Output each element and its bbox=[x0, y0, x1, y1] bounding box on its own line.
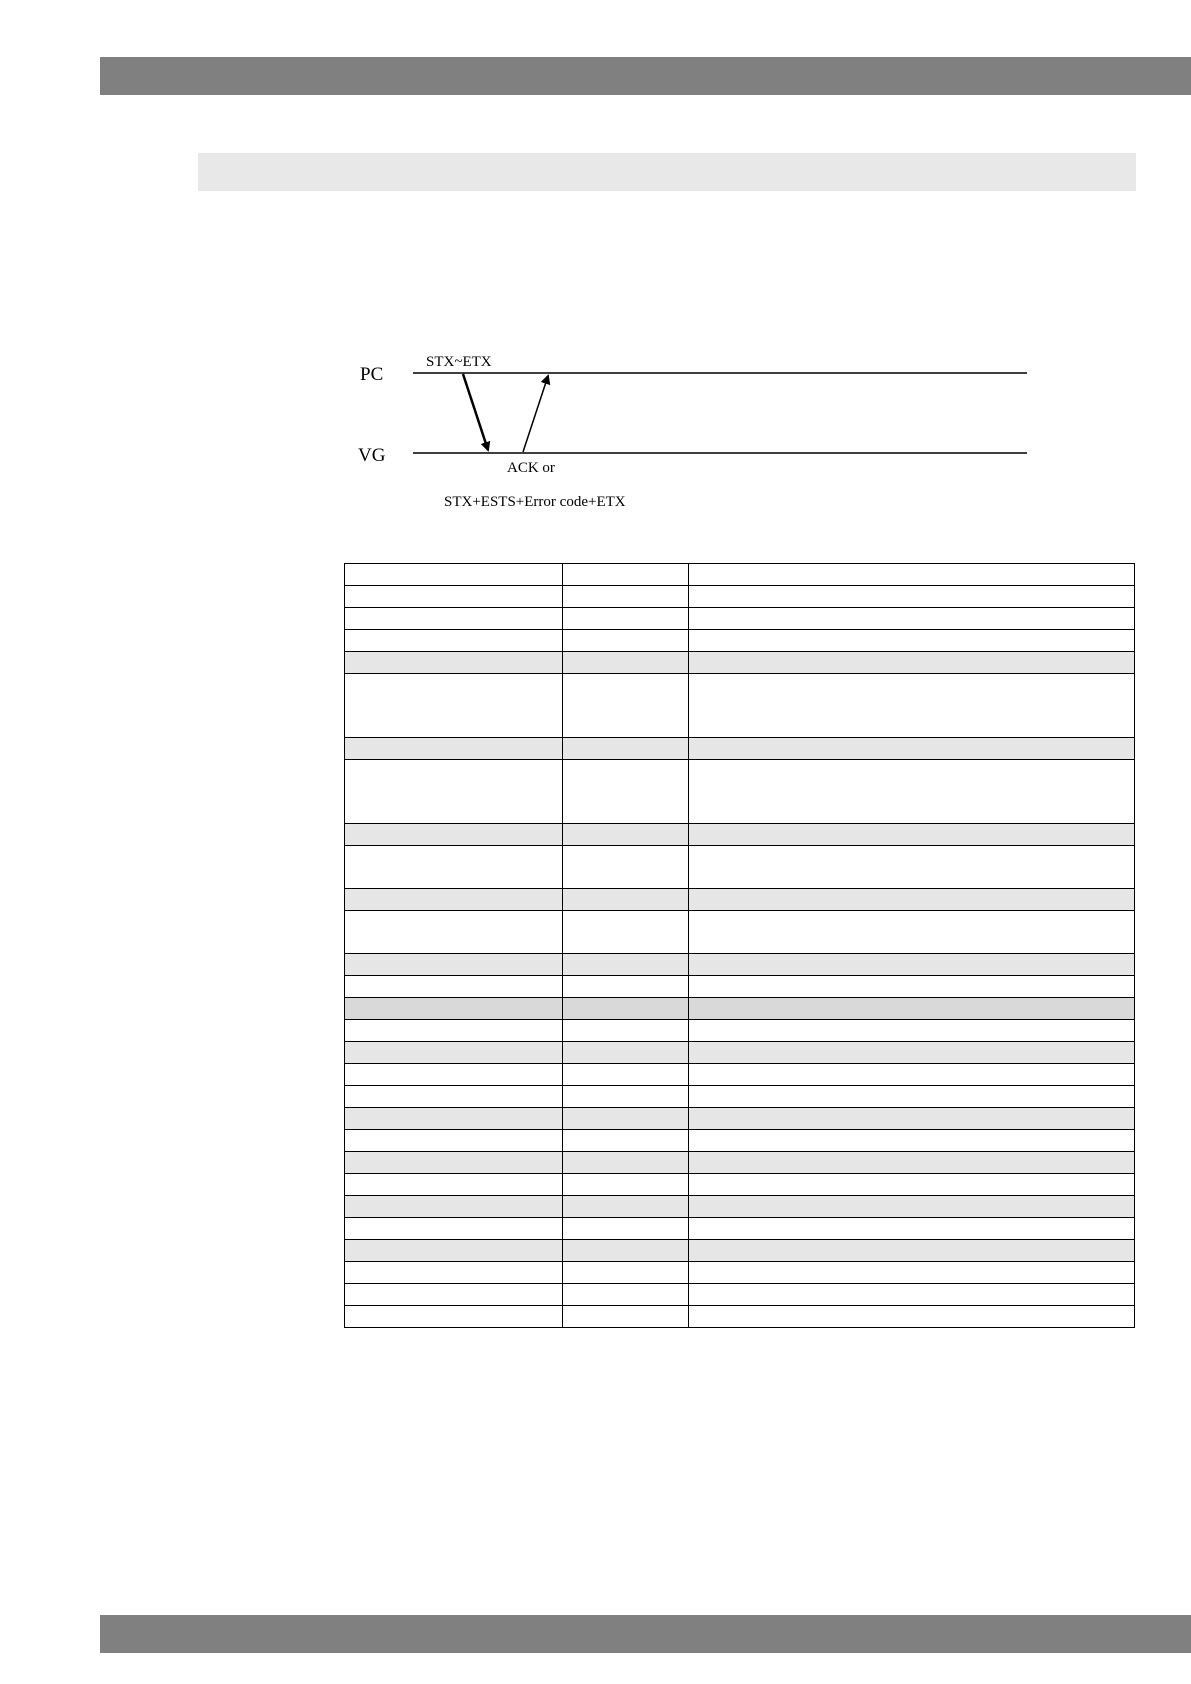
error-reply-label: STX+ESTS+Error code+ETX bbox=[444, 494, 626, 510]
table-cell bbox=[345, 824, 563, 846]
table-cell bbox=[345, 1284, 563, 1306]
table-row bbox=[345, 1262, 1135, 1284]
table-row bbox=[345, 630, 1135, 652]
table-cell bbox=[689, 1064, 1135, 1086]
table-cell bbox=[689, 1174, 1135, 1196]
table-cell bbox=[563, 1240, 689, 1262]
table-cell bbox=[563, 889, 689, 911]
reply-arrow bbox=[523, 376, 548, 452]
table-cell bbox=[345, 1152, 563, 1174]
table-cell bbox=[345, 976, 563, 998]
table-cell bbox=[689, 608, 1135, 630]
vg-label: VG bbox=[358, 445, 386, 466]
table-row bbox=[345, 846, 1135, 889]
reply-label: ACK or bbox=[507, 460, 555, 476]
table-cell bbox=[563, 630, 689, 652]
table-cell bbox=[689, 1284, 1135, 1306]
table-cell bbox=[345, 630, 563, 652]
table-row bbox=[345, 1196, 1135, 1218]
table-row bbox=[345, 889, 1135, 911]
table-row bbox=[345, 1130, 1135, 1152]
table-cell bbox=[689, 976, 1135, 998]
table-cell bbox=[563, 911, 689, 954]
table-cell bbox=[345, 738, 563, 760]
table-cell bbox=[345, 954, 563, 976]
table-row bbox=[345, 1306, 1135, 1328]
table-cell bbox=[345, 1130, 563, 1152]
table-row bbox=[345, 738, 1135, 760]
table-cell bbox=[563, 1284, 689, 1306]
table-cell bbox=[345, 846, 563, 889]
table-row bbox=[345, 586, 1135, 608]
table-cell bbox=[345, 1020, 563, 1042]
table-cell bbox=[563, 1020, 689, 1042]
table-cell bbox=[689, 846, 1135, 889]
table-cell bbox=[345, 1306, 563, 1328]
table-row bbox=[345, 1218, 1135, 1240]
table-cell bbox=[345, 1262, 563, 1284]
table-cell bbox=[563, 1130, 689, 1152]
table-cell bbox=[689, 1042, 1135, 1064]
send-arrow bbox=[463, 374, 488, 450]
send-label: STX~ETX bbox=[426, 354, 492, 370]
table-cell bbox=[345, 889, 563, 911]
table-cell bbox=[563, 1196, 689, 1218]
table-cell bbox=[563, 1174, 689, 1196]
table-cell bbox=[689, 954, 1135, 976]
table-row bbox=[345, 1174, 1135, 1196]
table-cell bbox=[563, 1086, 689, 1108]
table-cell bbox=[345, 998, 563, 1020]
table-row bbox=[345, 954, 1135, 976]
section-heading-band bbox=[198, 153, 1136, 191]
table-cell bbox=[563, 674, 689, 738]
table-cell bbox=[345, 1240, 563, 1262]
table-cell bbox=[345, 652, 563, 674]
command-table-wrapper bbox=[344, 563, 1134, 1328]
table-cell bbox=[689, 586, 1135, 608]
table-cell bbox=[345, 1218, 563, 1240]
table-cell bbox=[345, 911, 563, 954]
table-cell bbox=[563, 1306, 689, 1328]
table-cell bbox=[689, 1152, 1135, 1174]
table-cell bbox=[689, 738, 1135, 760]
table-cell bbox=[563, 846, 689, 889]
table-row bbox=[345, 1240, 1135, 1262]
table-cell bbox=[689, 911, 1135, 954]
table-cell bbox=[689, 824, 1135, 846]
table-cell bbox=[689, 1108, 1135, 1130]
table-cell bbox=[689, 760, 1135, 824]
table-cell bbox=[345, 586, 563, 608]
table-cell bbox=[563, 998, 689, 1020]
table-cell bbox=[345, 1086, 563, 1108]
table-cell bbox=[563, 954, 689, 976]
table-row bbox=[345, 652, 1135, 674]
table-cell bbox=[563, 1108, 689, 1130]
table-row bbox=[345, 1042, 1135, 1064]
table-row bbox=[345, 824, 1135, 846]
table-cell bbox=[345, 760, 563, 824]
table-cell bbox=[563, 760, 689, 824]
table-cell bbox=[345, 1064, 563, 1086]
table-row bbox=[345, 1064, 1135, 1086]
table-cell bbox=[689, 1306, 1135, 1328]
table-cell bbox=[689, 674, 1135, 738]
table-cell bbox=[689, 889, 1135, 911]
table-cell bbox=[689, 1020, 1135, 1042]
table-row bbox=[345, 998, 1135, 1020]
table-cell bbox=[345, 1042, 563, 1064]
table-cell bbox=[345, 1196, 563, 1218]
table-cell bbox=[689, 1196, 1135, 1218]
table-cell bbox=[563, 1262, 689, 1284]
table-cell bbox=[689, 630, 1135, 652]
table-cell bbox=[689, 1218, 1135, 1240]
table-cell bbox=[345, 674, 563, 738]
table-cell bbox=[563, 1042, 689, 1064]
table-cell bbox=[563, 564, 689, 586]
table-row bbox=[345, 1284, 1135, 1306]
table-cell bbox=[563, 652, 689, 674]
table-cell bbox=[563, 586, 689, 608]
table-cell bbox=[563, 1152, 689, 1174]
command-table bbox=[344, 563, 1135, 1328]
table-row bbox=[345, 1086, 1135, 1108]
table-cell bbox=[563, 1218, 689, 1240]
table-row bbox=[345, 1020, 1135, 1042]
table-cell bbox=[689, 998, 1135, 1020]
table-row bbox=[345, 608, 1135, 630]
table-cell bbox=[345, 1174, 563, 1196]
table-cell bbox=[689, 1086, 1135, 1108]
table-cell bbox=[689, 1262, 1135, 1284]
header-bar bbox=[100, 57, 1191, 95]
table-cell bbox=[345, 1108, 563, 1130]
table-row bbox=[345, 1108, 1135, 1130]
table-cell bbox=[563, 738, 689, 760]
table-row bbox=[345, 674, 1135, 738]
footer-bar bbox=[100, 1615, 1191, 1653]
table-row bbox=[345, 760, 1135, 824]
table-cell bbox=[563, 824, 689, 846]
table-cell bbox=[563, 608, 689, 630]
table-cell bbox=[563, 976, 689, 998]
table-cell bbox=[689, 564, 1135, 586]
table-cell bbox=[689, 1240, 1135, 1262]
table-row bbox=[345, 1152, 1135, 1174]
pc-label: PC bbox=[360, 364, 384, 385]
table-cell bbox=[345, 608, 563, 630]
table-cell bbox=[689, 652, 1135, 674]
table-row bbox=[345, 911, 1135, 954]
table-cell bbox=[563, 1064, 689, 1086]
table-row bbox=[345, 976, 1135, 998]
table-cell bbox=[689, 1130, 1135, 1152]
table-row bbox=[345, 564, 1135, 586]
table-cell bbox=[345, 564, 563, 586]
